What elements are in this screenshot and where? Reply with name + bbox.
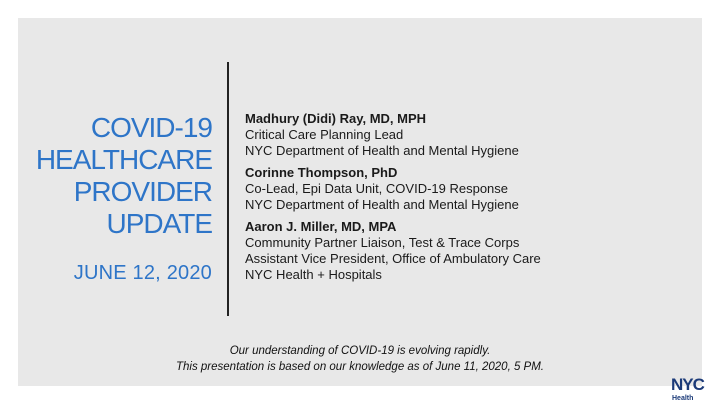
disclaimer-line-2: This presentation is based on our knowledge as of June 11, 2020, 5 PM.: [175, 361, 545, 373]
speaker-role: Co-Lead, Epi Data Unit, COVID-19 Response: [245, 181, 509, 196]
speaker-2: [245, 165, 665, 213]
speaker-org: NYC Department of Health and Mental Hygiene: [245, 143, 519, 158]
title-line-2: HEALTHCARE: [35, 144, 212, 175]
speaker-name: Aaron J. Miller, MD, MPA: [245, 219, 397, 234]
title-line-1: COVID-19: [90, 112, 212, 143]
presentation-date: JUNE 12, 2020: [73, 262, 212, 284]
vertical-divider: [227, 62, 229, 316]
speaker-name: Corinne Thompson, PhD: [245, 165, 398, 180]
presentation-title: [36, 112, 212, 240]
disclaimer: [0, 343, 720, 375]
speaker-3: [245, 219, 665, 283]
speaker-role-2: Assistant Vice President, Office of Ambulatory Care: [245, 251, 541, 266]
disclaimer-line-1: Our understanding of COVID-19 is evolving rapidly.: [229, 345, 491, 357]
logo-subtext: Health: [672, 395, 694, 402]
speaker-org: NYC Department of Health and Mental Hygiene: [245, 197, 519, 212]
speaker-role: Critical Care Planning Lead: [245, 127, 404, 142]
speaker-1: [245, 111, 665, 159]
title-line-3: PROVIDER: [73, 176, 212, 207]
speaker-org: NYC Health + Hospitals: [245, 267, 382, 282]
speaker-role: Community Partner Liaison, Test & Trace Corps: [245, 235, 520, 250]
nyc-health-logo: [670, 372, 714, 402]
speaker-list: [245, 111, 665, 289]
speaker-name: Madhury (Didi) Ray, MD, MPH: [245, 111, 427, 126]
title-line-4: UPDATE: [106, 208, 212, 239]
logo-text: NYC: [671, 375, 704, 394]
